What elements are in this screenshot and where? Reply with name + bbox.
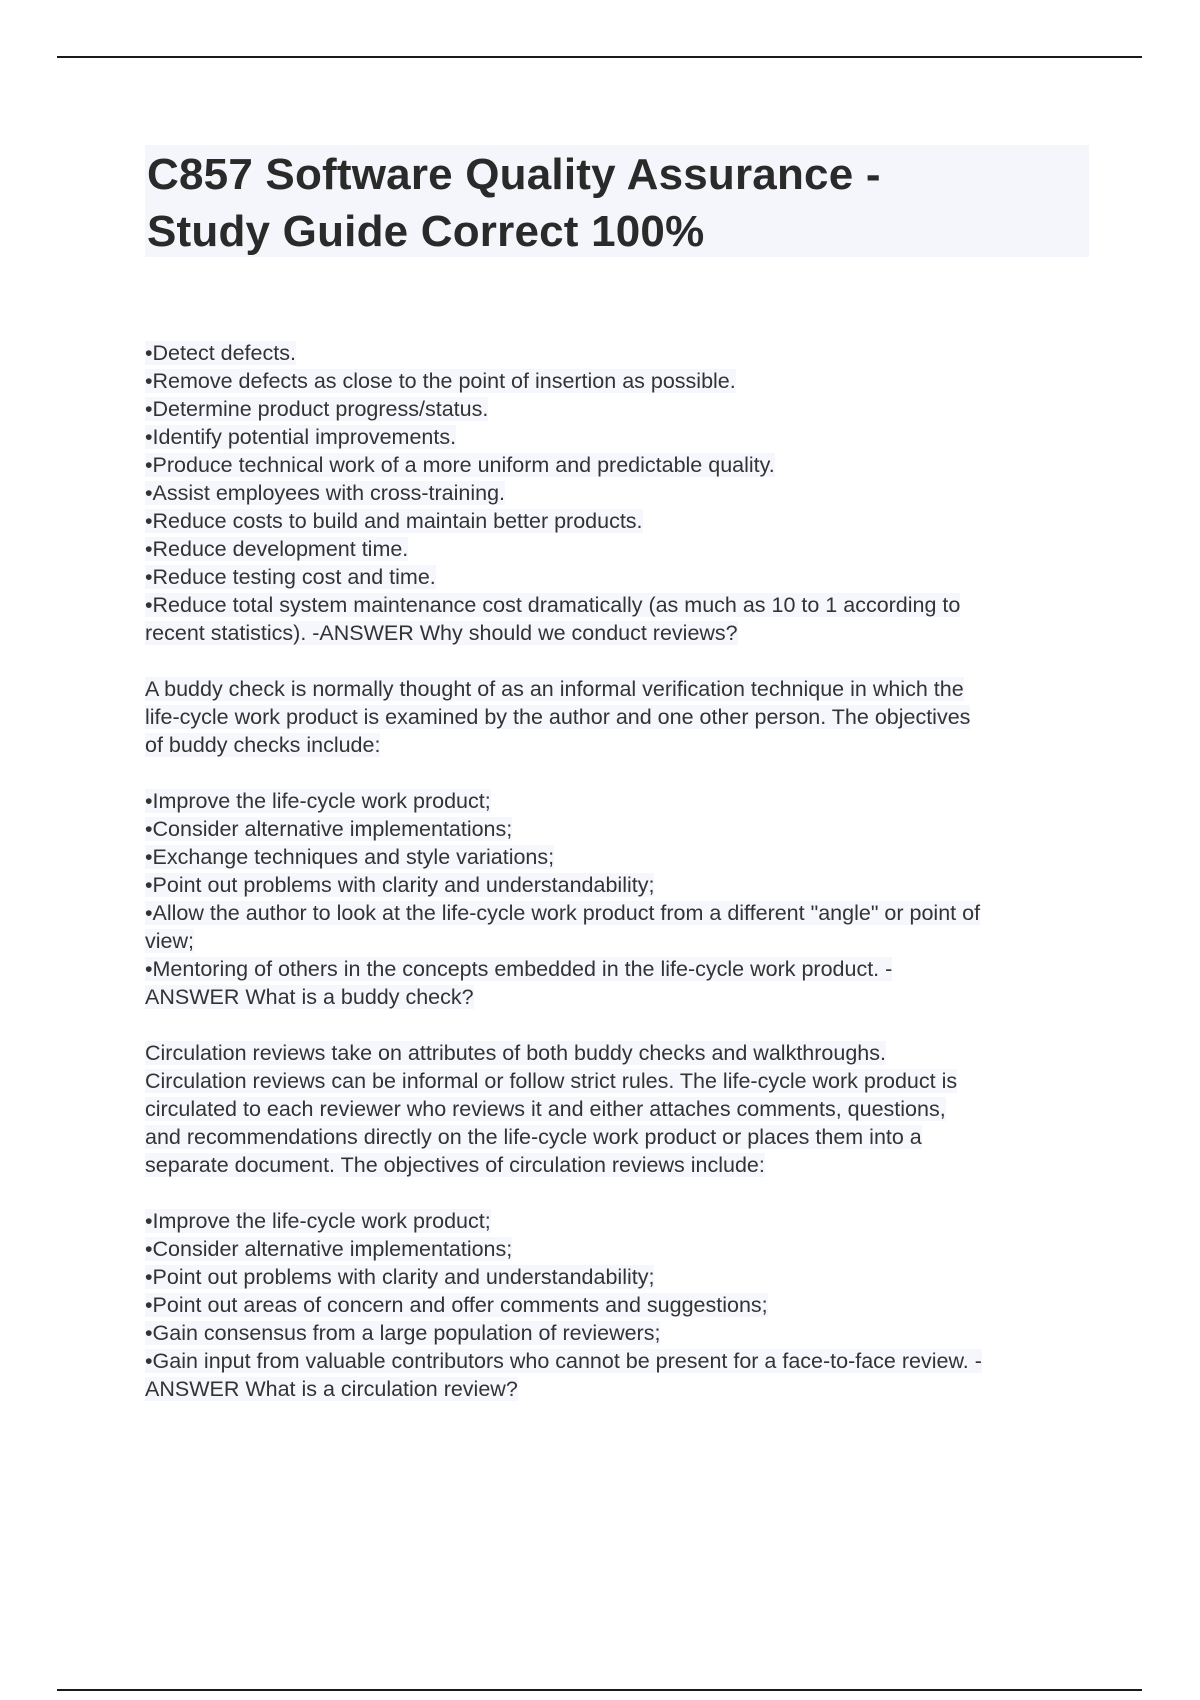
document-title	[145, 145, 1089, 257]
text-line-content: of buddy checks include:	[145, 733, 381, 757]
text-line-content: •Gain consensus from a large population of reviewers;	[145, 1321, 661, 1345]
text-line-content: and recommendations directly on the life-cycle work product or places them into a	[145, 1125, 922, 1149]
text-line-content: •Gain input from valuable contributors who cannot be present for a face-to-face review. -	[145, 1349, 982, 1373]
text-line-content: •Improve the life-cycle work product;	[145, 789, 491, 813]
text-line	[145, 899, 1095, 927]
text-line-content: •Exchange techniques and style variations;	[145, 845, 555, 869]
text-line-content: Circulation reviews can be informal or follow strict rules. The life-cycle work product is	[145, 1069, 958, 1093]
text-line	[145, 479, 1095, 507]
text-line	[145, 843, 1095, 871]
text-line-content: life-cycle work product is examined by the author and one other person. The objectives	[145, 705, 971, 729]
document-body	[145, 339, 1095, 1403]
title-line-2: Study Guide Correct 100%	[147, 207, 705, 256]
text-line-content: •Consider alternative implementations;	[145, 1237, 513, 1261]
text-line-content: •Mentoring of others in the concepts embedded in the life-cycle work product. -	[145, 957, 893, 981]
text-line	[145, 1095, 1095, 1123]
text-line-content: separate document. The objectives of circulation reviews include:	[145, 1153, 765, 1177]
text-line	[145, 1347, 1095, 1375]
text-line	[145, 339, 1095, 367]
text-line-content: •Consider alternative implementations;	[145, 817, 513, 841]
text-line-content: •Produce technical work of a more uniform and predictable quality.	[145, 453, 775, 477]
text-line-content: •Point out areas of concern and offer comments and suggestions;	[145, 1293, 768, 1317]
footer-rule	[57, 1689, 1142, 1691]
text-line-content: recent statistics). -ANSWER Why should we conduct reviews?	[145, 621, 738, 645]
text-line	[145, 1067, 1095, 1095]
text-line-content: A buddy check is normally thought of as an informal verification technique in which the	[145, 677, 964, 701]
text-line	[145, 731, 1095, 759]
text-line	[145, 451, 1095, 479]
text-line-content: •Reduce costs to build and maintain better products.	[145, 509, 643, 533]
text-line	[145, 1291, 1095, 1319]
text-line	[145, 619, 1095, 647]
text-line-content: •Identify potential improvements.	[145, 425, 457, 449]
text-line	[145, 871, 1095, 899]
text-line-content: view;	[145, 929, 194, 953]
text-line-content: ANSWER What is a buddy check?	[145, 985, 474, 1009]
paragraph	[145, 339, 1095, 647]
text-line	[145, 1151, 1095, 1179]
text-line-content: •Reduce development time.	[145, 537, 409, 561]
text-line	[145, 1207, 1095, 1235]
paragraph-gap	[145, 1179, 1095, 1207]
text-line-content: circulated to each reviewer who reviews it and either attaches comments, questions,	[145, 1097, 946, 1121]
text-line-content: •Improve the life-cycle work product;	[145, 1209, 491, 1233]
text-line	[145, 507, 1095, 535]
text-line-content: •Detect defects.	[145, 341, 296, 365]
header-rule	[57, 56, 1142, 58]
text-line	[145, 675, 1095, 703]
paragraph	[145, 675, 1095, 759]
paragraph-gap	[145, 1011, 1095, 1039]
text-line	[145, 395, 1095, 423]
text-line-content: •Point out problems with clarity and understandability;	[145, 1265, 655, 1289]
text-line-content: •Point out problems with clarity and understandability;	[145, 873, 655, 897]
text-line-content: •Assist employees with cross-training.	[145, 481, 506, 505]
text-line	[145, 423, 1095, 451]
paragraph	[145, 787, 1095, 1011]
text-line	[145, 367, 1095, 395]
text-line	[145, 1039, 1095, 1067]
text-line-content: •Remove defects as close to the point of insertion as possible.	[145, 369, 736, 393]
paragraph	[145, 1207, 1095, 1403]
text-line	[145, 787, 1095, 815]
text-line	[145, 1375, 1095, 1403]
text-line-content: •Determine product progress/status.	[145, 397, 489, 421]
text-line-content: •Reduce testing cost and time.	[145, 565, 436, 589]
text-line	[145, 983, 1095, 1011]
paragraph-gap	[145, 759, 1095, 787]
text-line	[145, 1123, 1095, 1151]
text-line	[145, 815, 1095, 843]
text-line	[145, 563, 1095, 591]
title-line-1: C857 Software Quality Assurance -	[147, 150, 881, 199]
text-line-content: Circulation reviews take on attributes of both buddy checks and walkthroughs.	[145, 1041, 886, 1065]
text-line-content: •Reduce total system maintenance cost dramatically (as much as 10 to 1 according to	[145, 593, 961, 617]
text-line-content: ANSWER What is a circulation review?	[145, 1377, 518, 1401]
text-line	[145, 1319, 1095, 1347]
text-line	[145, 955, 1095, 983]
text-line	[145, 1263, 1095, 1291]
text-line	[145, 591, 1095, 619]
text-line-content: •Allow the author to look at the life-cycle work product from a different "angle" or point of	[145, 901, 981, 925]
text-line	[145, 703, 1095, 731]
paragraph-gap	[145, 647, 1095, 675]
text-line	[145, 535, 1095, 563]
paragraph	[145, 1039, 1095, 1179]
text-line	[145, 1235, 1095, 1263]
text-line	[145, 927, 1095, 955]
